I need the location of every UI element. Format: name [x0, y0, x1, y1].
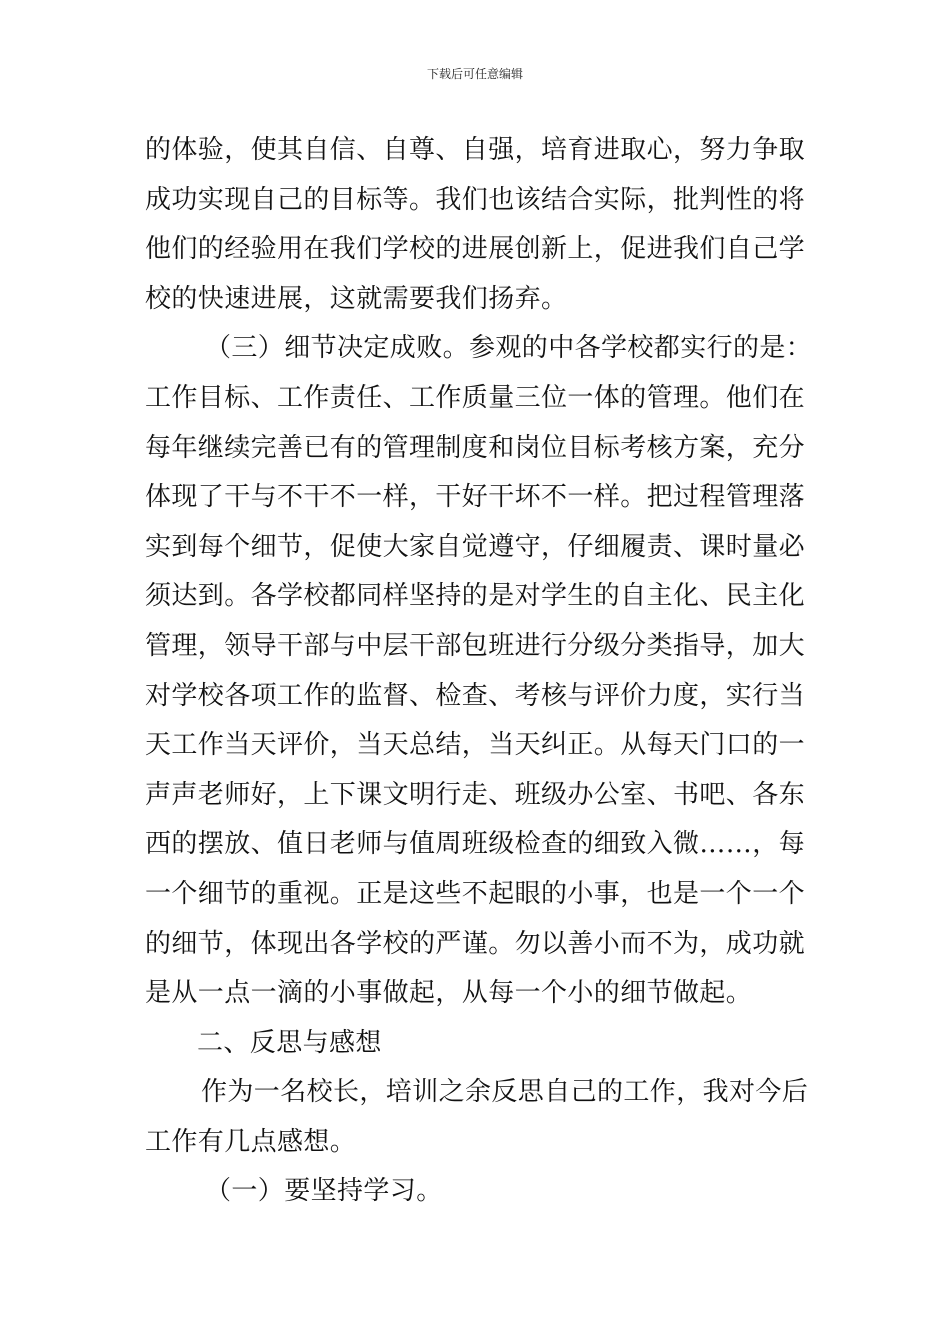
text-line: 西的摆放、值日老师与值周班级检查的细致入微……，每 — [145, 829, 806, 860]
text-line: 的细节，体现出各学校的严谨。勿以善小而不为，成功就 — [145, 928, 806, 959]
text-line: 工作有几点感想。 — [145, 1126, 357, 1157]
section-heading-2: 二、反思与感想 — [197, 1027, 382, 1058]
text-line: 声声老师好，上下课文明行走、班级办公室、书吧、各东 — [145, 779, 806, 810]
text-line: 每年继续完善已有的管理制度和岗位目标考核方案，充分 — [145, 432, 806, 463]
text-line: 工作目标、工作责任、工作质量三位一体的管理。他们在 — [145, 382, 806, 413]
page-header: 下载后可任意编辑 — [426, 67, 523, 81]
text-line: 一个细节的重视。正是这些不起眼的小事，也是一个一个 — [145, 878, 806, 909]
text-line: 校的快速进展，这就需要我们扬弃。 — [145, 283, 568, 314]
text-line: 对学校各项工作的监督、检查、考核与评价力度，实行当 — [145, 680, 806, 711]
document-body — [145, 126, 813, 1217]
text-line: 是从一点一滴的小事做起，从每一个小的细节做起。 — [145, 978, 753, 1009]
text-line: 成功实现自己的目标等。我们也该结合实际，批判性的将 — [145, 184, 806, 215]
text-line: 须达到。各学校都同样坚持的是对学生的自主化、民主化 — [145, 581, 806, 612]
text-line: 的体验，使其自信、自尊、自强，培育进取心，努力争取 — [145, 135, 806, 165]
text-line: 作为一名校长，培训之余反思自己的工作，我对今后 — [201, 1077, 809, 1108]
text-line: 管理，领导干部与中层干部包班进行分级分类指导，加大 — [145, 630, 806, 661]
section-heading-3: （三）细节决定成败。参观的中各学校都实行的是： — [205, 333, 813, 364]
text-line: 他们的经验用在我们学校的进展创新上，促进我们自己学 — [145, 234, 806, 265]
text-line: 体现了干与不干不一样，干好干坏不一样。把过程管理落 — [145, 482, 806, 513]
section-heading-1: （一）要坚持学习。 — [205, 1176, 443, 1207]
text-line: 实到每个细节，促使大家自觉遵守，仔细履责、课时量必 — [145, 531, 806, 562]
text-line: 天工作当天评价，当天总结，当天纠正。从每天门口的一 — [145, 730, 806, 761]
